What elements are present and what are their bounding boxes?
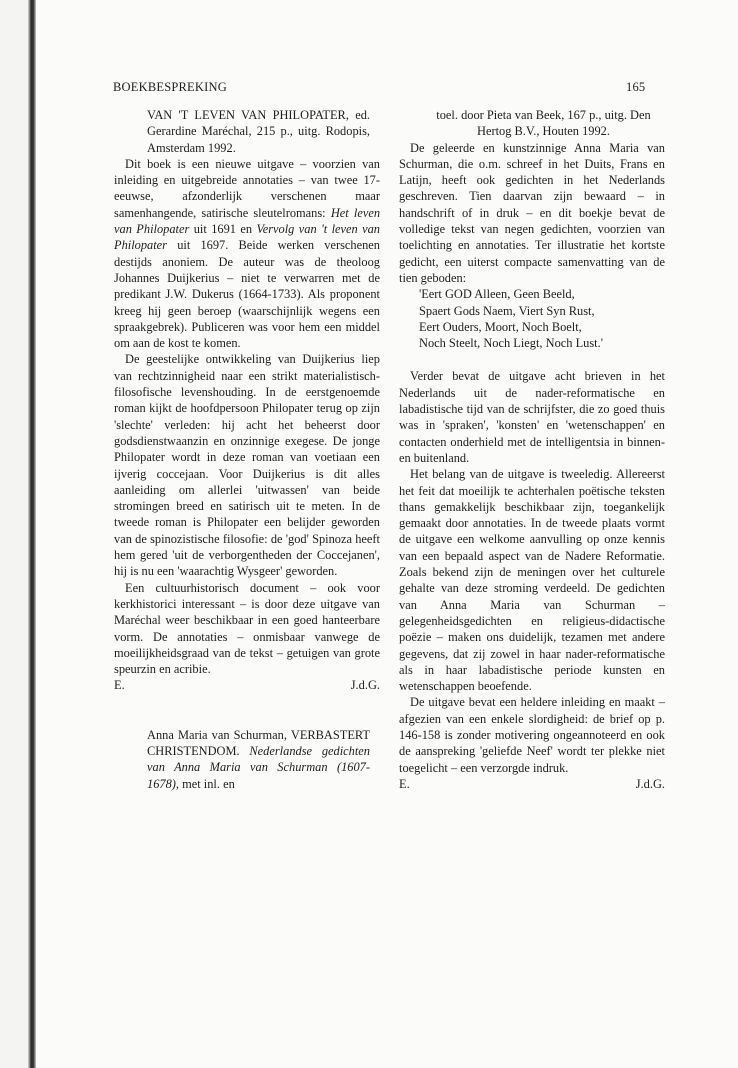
review2-paragraph-4: De uitgave bevat een heldere inleiding en maakt – afgezien van een enkele slordigheid: de brief op p. 146-158 is zonder motivering ongeannoteerd en ook de aanspreking 'geliefde Neef' wordt ter plekke niet toegelicht – een verzorgde indruk. [399,695,665,775]
review2-reference-continued: toel. door Pieta van Beek, 167 p., uitg. Den Hertog B.V., Houten 1992. [436,108,651,139]
poem-line: 'Eert GOD Alleen, Geen Beeld, [419,287,575,302]
poem-line: Spaert Gods Naem, Viert Syn Rust, [419,303,595,318]
review2-reference: Anna Maria van Schurman, VERBASTERT CHRISTENDOM. Nederlandse gedichten van Anna Maria van Schurman (1607-1678), met inl. en [147,727,370,791]
left-column [114,107,380,792]
review1-signature: E. J.d.G. [114,678,380,693]
review2-signature: E. J.d.G. [399,776,665,791]
right-column [399,107,665,792]
review2-paragraph-3: Het belang van de uitgave is tweeledig. Allereerst het feit dat moeilijk te achterhalen poëtische teksten thans gemakkelijk beschikbaar zijn, toegankelijk gemaakt door annotaties. In de tweede plaats vormt de uitgave een welkome aanvulling op onze kennis van een bepaald aspect van de Nadere Reformatie. Zoals bekend zijn de meningen over het culturele gehalte van deze stroming verdeeld. De gedichten van Anna Maria van Schurman – gelegenheidsgedichten en religieus-didactische poëzie – maken ons duidelijk, tezamen met andere gegevens, dat zij zowel in haar nader-reformatische als in haar labadistische periode kunsten en wetenschappen beoefende. [399,467,665,694]
review1-paragraph-1: Dit boek is een nieuwe uitgave – voorzien van inleiding en uitgebreide annotaties – van twee 17-eeuwse, afzonderlijk verschenen maar samenhangende, satirische sleutelromans: Het leven van Philopater uit 1691 en Vervolg van 't leven van Philopater uit 1697. Beide werken verschenen destijds anoniem. De auteur was de theoloog Johannes Duijkerius – niet te verwarren met de predikant J.W. Dukerus (1664-1733). Als proponent kreeg hij geen beroep (waarschijnlijk wegens een spraakgebrek). Publiceren was voor hem een middel om aan de kost te komen. [114,156,381,351]
page [36,0,738,1068]
poem-line: Noch Steelt, Noch Liegt, Noch Lust.' [419,336,603,351]
running-header: BOEKBESPREKING [113,80,227,94]
spine-shadow [28,0,36,1068]
poem [399,286,665,351]
review1-reference: VAN 'T LEVEN VAN PHILOPATER, ed. Gerardine Maréchal, 215 p., uitg. Rodopis, Amsterdam 1992. [147,108,370,155]
review2-paragraph-2: Verder bevat de uitgave acht brieven in het Nederlands uit de nader-reformatische en labadistische tijd van de schrijfster, die zo goed thuis was in 'spraken', 'konsten' en 'wetenschappen' en contacten onderhield met de intelligentsia in binnen- en buitenland. [399,369,665,465]
review2-paragraph-1: De geleerde en kunstzinnige Anna Maria van Schurman, die o.m. schreef in het Duits, Frans en Latijn, heeft ook gedichten in het Nederlands geschreven. Tien daarvan zijn bewaard – in handschrift of in druk – en dit boekje bevat de volledige tekst van negen gedichten, voorzien van toelichting en annotaties. Ter illustratie het kortste gedicht, een uiterst compacte samenvatting van de tien geboden: [399,140,665,285]
review1-paragraph-3: Een cultuurhistorisch document – ook voor kerkhistorici interessant – is door deze uitgave van Maréchal weer beschikbaar in een goed hanteerbare vorm. De annotaties – onmisbaar vanwege de moeilijkheidsgraad van de tekst – getuigen van grote speurzin en acribie. [114,580,380,677]
review1-paragraph-2: De geestelijke ontwikkeling van Duijkerius liep van rechtzinnigheid naar een strikt materialistisch-filosofische levenshouding. In de eerstgenoemde roman kijkt de hoofdpersoon Philopater terug op zijn 'slechte' verleden: hij acht het beheerst door godsdienstwaanzin en onzinnige exegese. De jonge Philopater wordt in deze roman van voetiaan een ijverig coccejaan. Voor Duijkerius is dit alles aanleiding om allerlei 'uitwassen' van beide stromingen breed en satirisch uit te meten. In de tweede roman is Philopater een belijder geworden van de spinozistische filosofie: de 'god' Spinoza heeft hem gered 'uit de verborgentheden der Coccejanen', hij is nu een 'waarachtig Wysgeer' geworden. [114,352,380,579]
poem-line: Eert Ouders, Moort, Noch Boelt, [419,319,582,334]
page-number: 165 [626,80,646,94]
